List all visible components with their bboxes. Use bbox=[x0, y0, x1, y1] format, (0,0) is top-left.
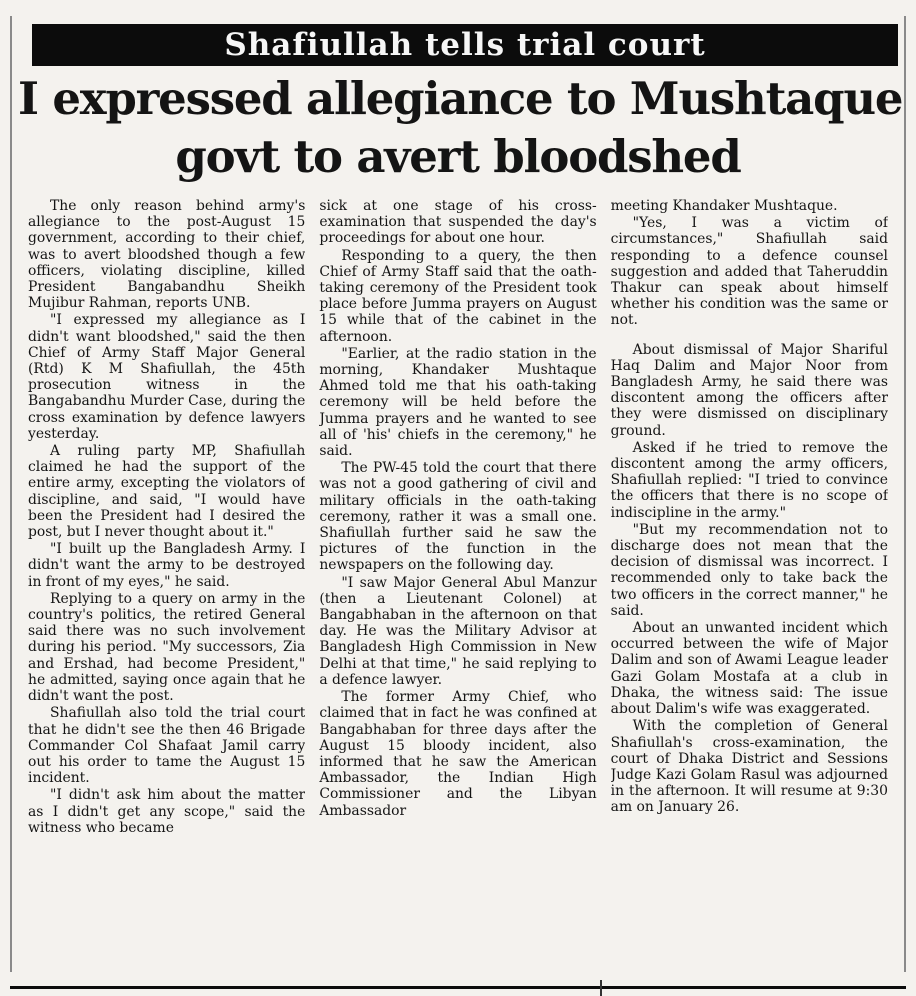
article-column-3 bbox=[611, 198, 888, 978]
column-divider-tick bbox=[600, 980, 602, 996]
paragraph: "I didn't ask him about the matter as I didn't get any scope," said the witness who became bbox=[28, 787, 306, 836]
paragraph: About an unwanted incident which occurred between the wife of Major Dalim and son of Awami League leader Gazi Golam Mostafa at a club in Dhaka, the witness said: The issue about Dalim's wife was exaggerated. bbox=[610, 620, 888, 718]
paragraph: "But my recommendation not to discharge does not mean that the decision of dismissal was incorrect. I recommended only to take back the two officers in the correct manner," he said. bbox=[610, 521, 888, 619]
bottom-rule bbox=[10, 986, 906, 989]
paragraph: Responding to a query, the then Chief of Army Staff said that the oath-taking ceremony of the President took place before Jumma prayers on August 15 while that of the cabinet in the afternoon. bbox=[319, 247, 597, 345]
paragraph: sick at one stage of his cross-examination that suspended the day's proceedings for about one hour. bbox=[319, 198, 597, 247]
headline bbox=[18, 70, 903, 186]
paragraph: "Earlier, at the radio station in the morning, Khandaker Mushtaque Ahmed told me that his oath-taking ceremony will be held before the Jumma prayers and he wanted to see all of 'his' chiefs in the ceremony," he said. bbox=[319, 345, 597, 460]
paragraph: "I saw Major General Abul Manzur (then a Lieutenant Colonel) at Bangabhaban in the afternoon on that day. He was the Military Advisor at Bangladesh High Commission in New Delhi at that time," he said replying to a defence lawyer. bbox=[319, 574, 597, 688]
paragraph: Asked if he tried to remove the discontent among the army officers, Shafiullah replied: "I tried to convince the officers that there is no scope of indiscipline in the army." bbox=[610, 439, 888, 521]
paragraph: "Yes, I was a victim of circumstances," Shafiullah said responding to a defence counsel suggestion and added that Taheruddin Thakur can speak about himself whether his condition was the same or not. bbox=[610, 215, 888, 329]
paragraph: "I built up the Bangladesh Army. I didn't want the army to be destroyed in front of my eyes," he said. bbox=[28, 541, 306, 590]
paragraph: meeting Khandaker Mushtaque. bbox=[610, 198, 838, 214]
paragraph: "I expressed my allegiance as I didn't want bloodshed," said the then Chief of Army Staff Major General (Rtd) K M Shafiullah, the 45th prosecution witness in the Bangabandhu Murder Case, during the cross examination by defence lawyers yesterday. bbox=[28, 312, 306, 442]
paragraph: The PW-45 told the court that there was not a good gathering of civil and military officials in the oath-taking ceremony, rather it was a small one. Shafiullah further said he saw the pictures of the function in the newspapers on the following day. bbox=[319, 460, 597, 574]
article-column-1 bbox=[28, 198, 305, 978]
kicker-banner: Shafiullah tells trial court bbox=[32, 24, 898, 66]
article-column-2 bbox=[319, 198, 596, 978]
paragraph: A ruling party MP, Shafiullah claimed he had the support of the entire army, excepting the violators of discipline, and said, "I would have been the President had I desired the post, but I never thought about it." bbox=[28, 443, 306, 541]
paragraph: About dismissal of Major Shariful Haq Dalim and Major Noor from Bangladesh Army, he said there was discontent among the officers after they were dismissed on disciplinary ground. bbox=[610, 341, 888, 439]
paragraph: The former Army Chief, who claimed that in fact he was confined at Bangabhaban for three days after the August 15 bloody incident, also informed that he saw the American Ambassador, the Indian High Commissioner and the Libyan Ambassador bbox=[319, 689, 597, 819]
article-body bbox=[28, 198, 888, 978]
headline-line-1: I expressed allegiance to Mushtaque bbox=[18, 72, 903, 125]
paragraph: The only reason behind army's allegiance to the post-August 15 government, according to their chief, was to avert bloodshed though a few officers, violating discipline, killed President Bangabandhu Sheikh Mujibur Rahman, reports UNB. bbox=[28, 198, 306, 312]
headline-line-2: govt to avert bloodshed bbox=[175, 130, 741, 183]
paragraph: Shafiullah also told the trial court that he didn't see the then 46 Brigade Commander Col Shafaat Jamil carry out his order to tame the August 15 incident. bbox=[28, 705, 306, 787]
paragraph: With the completion of General Shafiullah's cross-examination, the court of Dhaka District and Sessions Judge Kazi Golam Rasul was adjourned in the afternoon. It will resume at 9:30 am on January 26. bbox=[610, 718, 888, 816]
paragraph: Replying to a query on army in the country's politics, the retired General said there was no such involvement during his period. "My successors, Zia and Ershad, had become President," he admitted, saying once again that he didn't want the post. bbox=[28, 590, 306, 705]
